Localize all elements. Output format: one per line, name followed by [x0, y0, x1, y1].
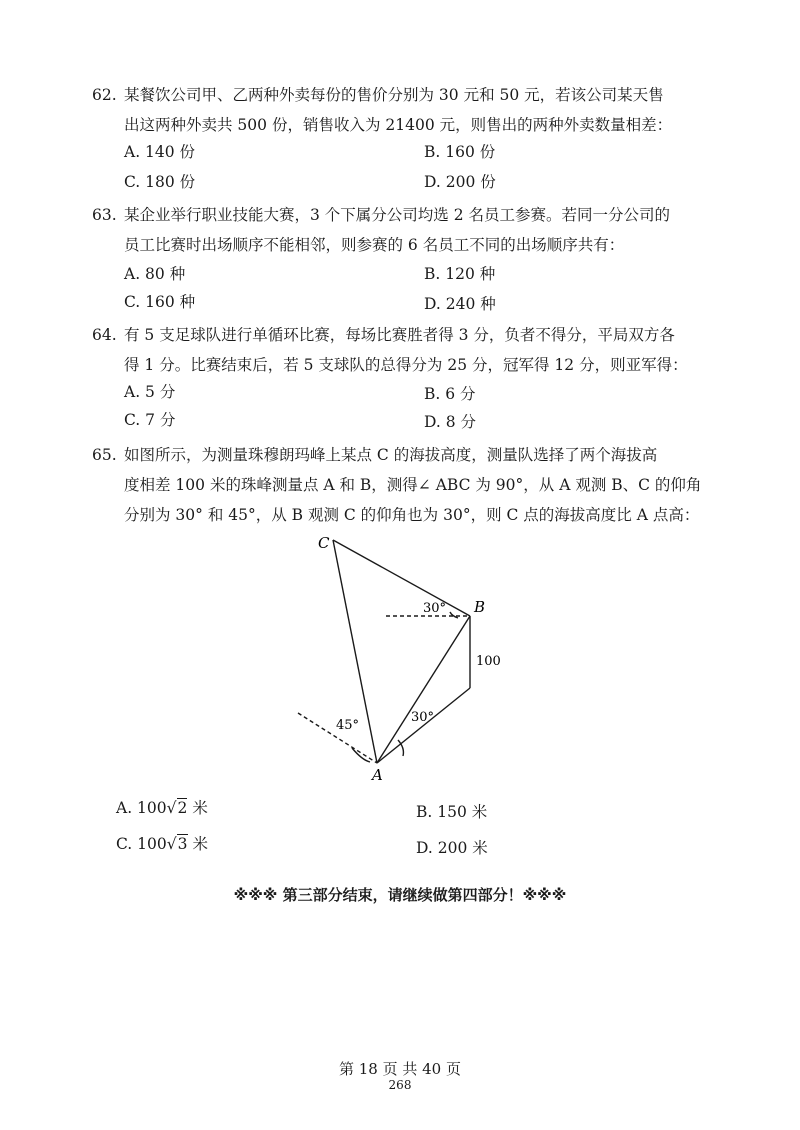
- angle-label-b: 30°: [423, 601, 447, 616]
- question-number: 63.: [92, 206, 117, 224]
- question-62: [92, 80, 732, 140]
- option-a[interactable]: A. 5 分: [124, 383, 176, 401]
- segment-ca: [333, 540, 377, 763]
- question-text-line: 某企业举行职业技能大赛，3 个下属分公司均选 2 名员工参赛。若同一分公司的: [124, 206, 671, 224]
- question-text-line: 度相差 100 米的珠峰测量点 A 和 B，测得∠ ABC 为 90°，从 A 观测 B、C 的仰角: [124, 476, 702, 494]
- label-b: B: [474, 598, 486, 616]
- question-text-line: 如图所示，为测量珠穆朗玛峰上某点 C 的海拔高度，测量队选择了两个海拔高: [124, 446, 658, 464]
- question-text-line: 有 5 支足球队进行单循环比赛，每场比赛胜者得 3 分，负者不得分，平局双方各: [124, 326, 675, 344]
- angle-label-a-left: 45°: [336, 718, 360, 733]
- option-d[interactable]: D. 8 分: [424, 413, 477, 431]
- section-end-note: ※※※ 第三部分结束，请继续做第四部分！※※※: [233, 886, 567, 904]
- segment-a-base: [377, 688, 470, 763]
- angle-arc-30-a: [398, 740, 403, 756]
- option-d[interactable]: D. 200 份: [424, 173, 496, 191]
- question-number: 64.: [92, 326, 117, 344]
- question-text-line: 员工比赛时出场顺序不能相邻，则参赛的 6 名员工不同的出场顺序共有：: [124, 236, 625, 254]
- segment-ab: [377, 616, 470, 763]
- option-d[interactable]: D. 240 种: [424, 295, 496, 313]
- label-a: A: [372, 766, 383, 784]
- question-text-line: 分别为 30° 和 45°，从 B 观测 C 的仰角也为 30°，则 C 点的海拔高度比 A 点高：: [124, 506, 700, 524]
- page-sub-number: 268: [388, 1078, 412, 1092]
- question-64: [92, 320, 732, 380]
- option-c[interactable]: C. 7 分: [124, 411, 176, 429]
- question-text-line: 出这两种外卖共 500 份，销售收入为 21400 元，则售出的两种外卖数量相差：: [124, 116, 673, 134]
- question-text-line: 某餐饮公司甲、乙两种外卖每份的售价分别为 30 元和 50 元，若该公司某天售: [124, 86, 664, 104]
- option-a[interactable]: A. 80 种: [124, 265, 186, 283]
- option-b[interactable]: B. 160 份: [424, 143, 496, 161]
- side-label-100: 100: [476, 654, 501, 669]
- option-a[interactable]: A. 100√2 米: [116, 799, 208, 817]
- option-c[interactable]: C. 160 种: [124, 293, 196, 311]
- angle-label-a-right: 30°: [411, 710, 435, 725]
- question-text-line: 得 1 分。比赛结束后，若 5 支球队的总得分为 25 分，冠军得 12 分，则亚军得：: [124, 356, 688, 374]
- option-b[interactable]: B. 120 种: [424, 265, 496, 283]
- option-d[interactable]: D. 200 米: [416, 839, 488, 857]
- question-65: [92, 440, 732, 530]
- label-c: C: [318, 534, 330, 552]
- question-63: [92, 200, 732, 260]
- option-c[interactable]: C. 180 份: [124, 173, 196, 191]
- page-footer: 第 18 页 共 40 页: [338, 1060, 461, 1078]
- diagonal-dashed-line: [298, 713, 377, 763]
- option-c[interactable]: C. 100√3 米: [116, 835, 208, 853]
- option-a[interactable]: A. 140 份: [124, 143, 196, 161]
- angle-arc-30-b: [450, 612, 458, 618]
- option-b[interactable]: B. 6 分: [424, 385, 476, 403]
- question-number: 62.: [92, 86, 117, 104]
- question-number: 65.: [92, 446, 117, 464]
- angle-arc-45: [352, 748, 370, 762]
- segment-cb: [333, 540, 470, 616]
- option-b[interactable]: B. 150 米: [416, 803, 488, 821]
